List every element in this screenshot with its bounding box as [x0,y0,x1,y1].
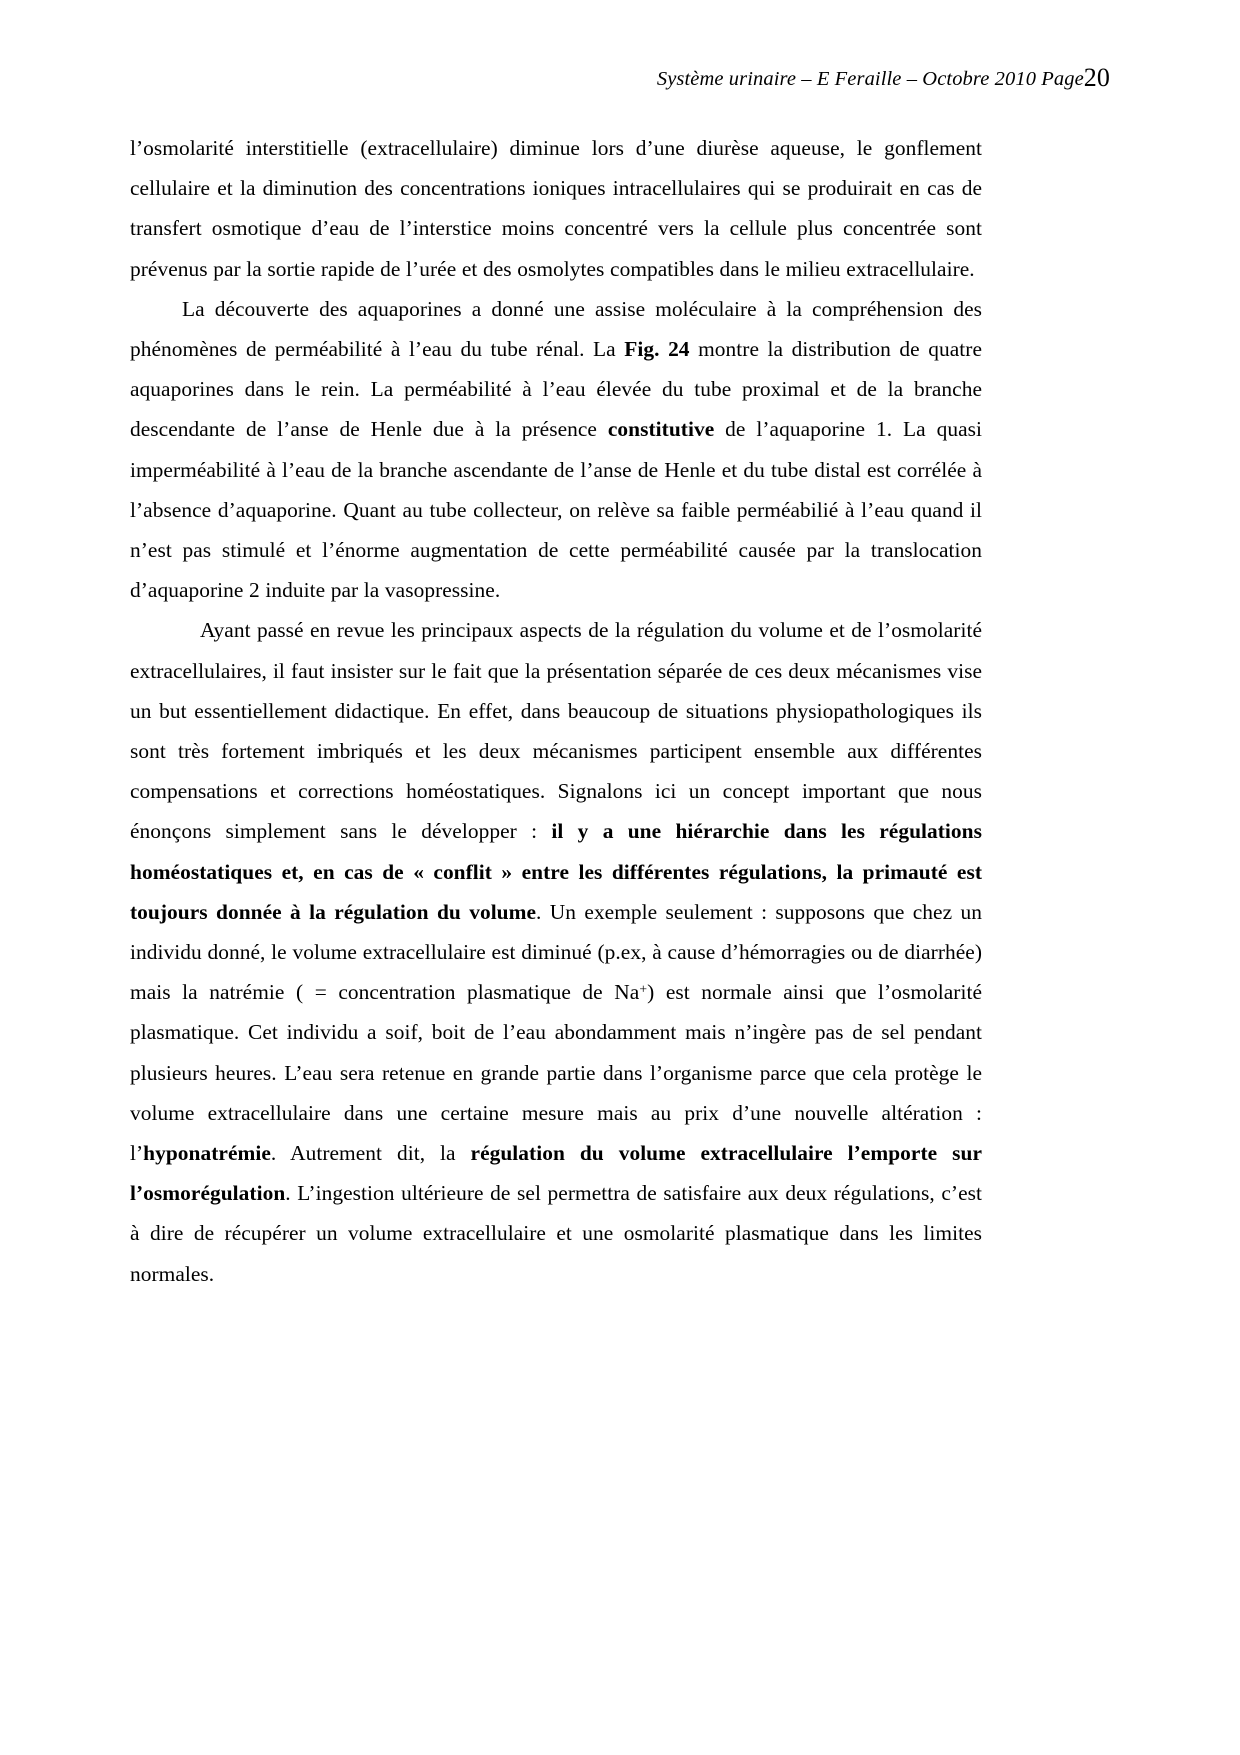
superscript-charge: + [639,981,648,997]
page-number: 20 [1083,63,1110,92]
text-run: l’osmolarité interstitielle (extracellulaire) diminue lors d’une diurèse aqueuse, le gonflement cellulaire et la diminution des concentrations ioniques intracellulaires qui se produirait en cas de transfert osmotique d’eau de l’interstice moins concentré vers la cellule plus concentrée sont prévenus par la sortie rapide de l’urée et des osmolytes compatibles dans le milieu extracellulaire. [130,136,982,281]
bold-emphasis: régulation du volume extracellulaire l’emporte sur l’osmorégulation [130,1141,982,1206]
bold-emphasis: hyponatrémie [143,1141,271,1166]
paragraph-aquaporines [130,289,982,611]
text-run: . L’ingestion ultérieure de sel permettra de satisfaire aux deux régulations, c’est à dire de récupérer un volume extracellulaire et une osmolarité plasmatique dans les limites normales. [130,1181,982,1286]
text-run: . Un exemple seulement : supposons que chez un individu donné, le volume extracellulaire est diminué (p.ex, à cause d’hémorragies ou de diarrhée) mais la natrémie ( = concentration plasmatique de Na [130,899,982,1005]
paragraph-regulation [130,610,982,1293]
page-header [130,62,1110,93]
text-run: montre la distribution de quatre aquaporines dans le rein. La perméabilité à l’eau élevée du tube proximal et de la branche descendante de l’anse de Henle due à la présence [130,337,982,442]
paragraph-osmolarite [130,128,982,289]
text-run: Ayant passé en revue les principaux aspects de la régulation du volume et de l’osmolarité extracellulaires, il faut insister sur le fait que la présentation séparée de ces deux mécanismes vise un but essentiellement didactique. En effet, dans beaucoup de situations physiopathologiques ils sont très fortement imbriqués et les deux mécanismes participent ensemble aux différentes compensations et corrections homéostatiques. Signalons ici un concept important que nous énonçons simplement sans le développer : [130,618,982,844]
running-title: Système urinaire – E Feraille – Octobre 2010 Page [656,68,1084,90]
bold-emphasis: Fig. 24 [624,337,690,362]
bold-emphasis: constitutive [607,417,715,442]
document-body [130,128,982,1294]
text-run: . Autrement dit, la [270,1141,471,1166]
text-run: La découverte des aquaporines a donné une assise moléculaire à la compréhension des phénomènes de perméabilité à l’eau du tube rénal. La [130,296,982,362]
bold-emphasis: il y a une hiérarchie dans les régulations homéostatiques et, en cas de « conflit » entre les différentes régulations, la primauté est toujours donnée à la régulation du volume [130,819,982,924]
text-run: de l’aquaporine 1. La quasi imperméabilité à l’eau de la branche ascendante de l’anse de Henle et du tube distal est corrélée à l’absence d’aquaporine. Quant au tube collecteur, on relève sa faible perméabilié à l’eau quand il n’est pas stimulé et l’énorme augmentation de cette perméabilité causée par la translocation d’aquaporine 2 induite par la vasopressine. [130,417,982,603]
text-run: ) est normale ainsi que l’osmolarité plasmatique. Cet individu a soif, boit de l’eau abondamment mais n’ingère pas de sel pendant plusieurs heures. L’eau sera retenue en grande partie dans l’organisme parce que cela protège le volume extracellulaire dans une certaine mesure mais au prix d’une nouvelle altération : l’ [130,980,983,1166]
